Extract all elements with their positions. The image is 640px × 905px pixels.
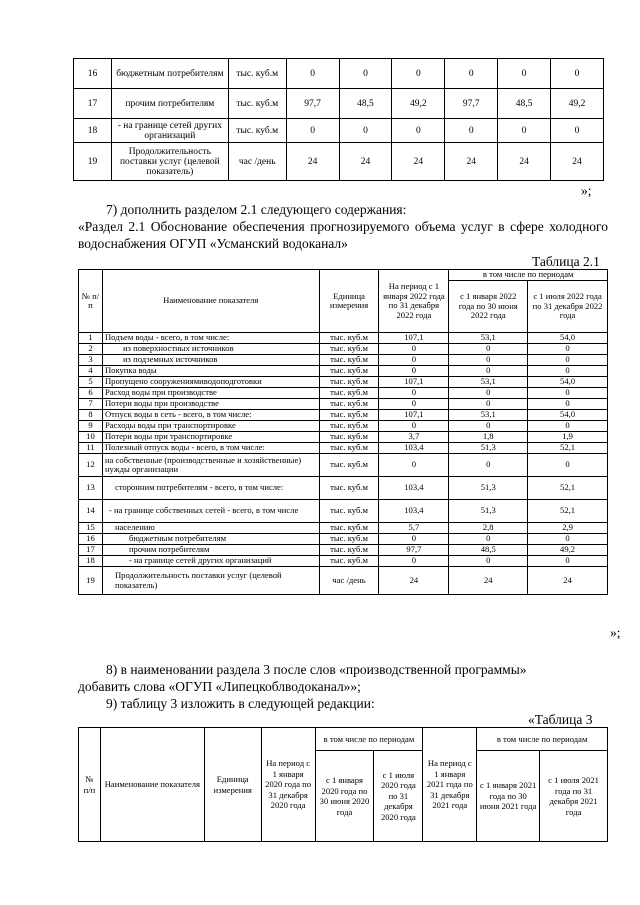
row-value-p2: 54,0 bbox=[528, 410, 608, 421]
row-number: 13 bbox=[79, 477, 103, 500]
row-value: 0 bbox=[339, 59, 392, 89]
table-2-1-caption: Таблица 2.1 bbox=[532, 254, 600, 269]
row-name: сторонним потребителям - всего, в том числе: bbox=[102, 477, 319, 500]
row-value-p2: 52,1 bbox=[528, 477, 608, 500]
table-row bbox=[79, 567, 608, 595]
row-name: прочим потребителям bbox=[111, 89, 228, 119]
row-value-period: 0 bbox=[379, 399, 449, 410]
row-name: Полезный отпуск воды - всего, в том числе: bbox=[102, 443, 319, 454]
item-8-line1: 8) в наименовании раздела 3 после слов «производственной программы» bbox=[106, 662, 527, 677]
item-8-line2: добавить слова «ОГУП «Липецкоблводоканал»»; bbox=[78, 679, 361, 694]
row-unit: тыс. куб.м bbox=[319, 534, 379, 545]
row-unit: час /день bbox=[228, 143, 286, 181]
row-value: 0 bbox=[392, 59, 445, 89]
row-number: 3 bbox=[79, 355, 103, 366]
row-value: 0 bbox=[445, 59, 498, 89]
table-row bbox=[79, 477, 608, 500]
row-unit: тыс. куб.м bbox=[319, 443, 379, 454]
row-unit: тыс. куб.м bbox=[319, 333, 379, 344]
table-top-closing: »; bbox=[581, 183, 592, 198]
row-value-p1: 51,3 bbox=[449, 443, 528, 454]
table-row bbox=[79, 421, 608, 432]
t21-header-num: № п/п bbox=[79, 270, 103, 333]
row-value-p2: 49,2 bbox=[528, 545, 608, 556]
row-value-period: 0 bbox=[379, 556, 449, 567]
table-row bbox=[79, 399, 608, 410]
row-value-period: 107,1 bbox=[379, 377, 449, 388]
row-value-p1: 0 bbox=[449, 344, 528, 355]
row-value: 0 bbox=[445, 119, 498, 143]
row-value-p2: 0 bbox=[528, 366, 608, 377]
row-value: 48,5 bbox=[339, 89, 392, 119]
row-name: Расход воды при производстве bbox=[102, 388, 319, 399]
row-value-period: 0 bbox=[379, 355, 449, 366]
t3-header-num: № п/п bbox=[79, 728, 101, 842]
row-name: Продолжительность поставки услуг (целевой показатель) bbox=[102, 567, 319, 595]
table-2-1 bbox=[78, 269, 608, 595]
section-2-1-title: «Раздел 2.1 Обоснование обеспечения прогнозируемого объема услуг в сфере холодного водоснабжения ОГУП «Усманский водоканал» bbox=[78, 219, 608, 251]
row-number: 8 bbox=[79, 410, 103, 421]
row-value-p1: 1,8 bbox=[449, 432, 528, 443]
row-name: из поверхностных источников bbox=[102, 344, 319, 355]
row-name: Потери воды при транспортировке bbox=[102, 432, 319, 443]
row-value-p1: 51,3 bbox=[449, 477, 528, 500]
row-value: 97,7 bbox=[286, 89, 339, 119]
row-name: - на границе сетей других организаций bbox=[111, 119, 228, 143]
row-value-period: 0 bbox=[379, 534, 449, 545]
row-number: 4 bbox=[79, 366, 103, 377]
row-value-p2: 54,0 bbox=[528, 333, 608, 344]
row-number: 16 bbox=[74, 59, 112, 89]
row-value: 97,7 bbox=[445, 89, 498, 119]
row-name: Продолжительность поставки услуг (целевой показатель) bbox=[111, 143, 228, 181]
row-value-period: 0 bbox=[379, 421, 449, 432]
table-row bbox=[79, 556, 608, 567]
row-unit: тыс. куб.м bbox=[319, 500, 379, 523]
row-value-p2: 0 bbox=[528, 355, 608, 366]
table-row bbox=[79, 410, 608, 421]
row-number: 19 bbox=[74, 143, 112, 181]
t3-header-2020-p2: с 1 июля 2020 года по 31 декабря 2020 года bbox=[374, 751, 423, 842]
row-value: 49,2 bbox=[392, 89, 445, 119]
row-value-period: 103,4 bbox=[379, 477, 449, 500]
row-name: Расходы воды при транспортировке bbox=[102, 421, 319, 432]
row-number: 19 bbox=[79, 567, 103, 595]
t3-header-period-2021: На период с 1 января 2021 года по 31 декабря 2021 года bbox=[423, 728, 477, 842]
row-value-p1: 51,3 bbox=[449, 500, 528, 523]
table-3-caption: «Таблица 3 bbox=[528, 712, 593, 727]
row-value-p1: 0 bbox=[449, 366, 528, 377]
row-unit: тыс. куб.м bbox=[319, 477, 379, 500]
row-value-p2: 0 bbox=[528, 388, 608, 399]
row-value-p1: 0 bbox=[449, 355, 528, 366]
table-row bbox=[74, 89, 604, 119]
row-value: 24 bbox=[286, 143, 339, 181]
table-row bbox=[79, 333, 608, 344]
row-value-period: 97,7 bbox=[379, 545, 449, 556]
row-name: Отпуск воды в сеть - всего, в том числе: bbox=[102, 410, 319, 421]
t3-header-2020-p1: с 1 января 2020 года по 30 июня 2020 года bbox=[315, 751, 374, 842]
row-value-period: 0 bbox=[379, 366, 449, 377]
row-value-period: 24 bbox=[379, 567, 449, 595]
row-unit: час /день bbox=[319, 567, 379, 595]
row-value-p1: 0 bbox=[449, 454, 528, 477]
row-number: 5 bbox=[79, 377, 103, 388]
t21-header-period: На период с 1 января 2022 года по 31 декабря 2022 года bbox=[379, 270, 449, 333]
row-unit: тыс. куб.м bbox=[228, 89, 286, 119]
row-name: населению bbox=[102, 523, 319, 534]
row-unit: тыс. куб.м bbox=[228, 119, 286, 143]
row-value-p1: 48,5 bbox=[449, 545, 528, 556]
row-name: - на границе собственных сетей - всего, в том числе bbox=[102, 500, 319, 523]
row-value-p1: 53,1 bbox=[449, 410, 528, 421]
row-value-p2: 0 bbox=[528, 454, 608, 477]
row-value-period: 107,1 bbox=[379, 410, 449, 421]
row-value-p2: 54,0 bbox=[528, 377, 608, 388]
row-value-p1: 0 bbox=[449, 399, 528, 410]
item-9: 9) таблицу 3 изложить в следующей редакции: bbox=[106, 696, 375, 711]
row-value: 24 bbox=[445, 143, 498, 181]
row-name: Пропущено сооружениямиводоподготовки bbox=[102, 377, 319, 388]
row-value-p2: 52,1 bbox=[528, 443, 608, 454]
row-number: 16 bbox=[79, 534, 103, 545]
row-value: 0 bbox=[498, 59, 551, 89]
table-3 bbox=[78, 727, 608, 842]
row-value-period: 0 bbox=[379, 454, 449, 477]
row-unit: тыс. куб.м bbox=[319, 421, 379, 432]
t21-header-unit: Единица измерения bbox=[319, 270, 379, 333]
row-name: Покупка воды bbox=[102, 366, 319, 377]
table-row bbox=[79, 344, 608, 355]
t3-header-including-2020: в том числе по периодам bbox=[315, 728, 423, 751]
row-number: 18 bbox=[79, 556, 103, 567]
table-2-1-closing: »; bbox=[610, 625, 621, 640]
row-number: 2 bbox=[79, 344, 103, 355]
table-row bbox=[79, 523, 608, 534]
row-value-p2: 2,9 bbox=[528, 523, 608, 534]
row-unit: тыс. куб.м bbox=[319, 366, 379, 377]
row-value-p2: 0 bbox=[528, 534, 608, 545]
row-value: 0 bbox=[392, 119, 445, 143]
row-name: Потери воды при производстве bbox=[102, 399, 319, 410]
table-row bbox=[79, 388, 608, 399]
row-unit: тыс. куб.м bbox=[228, 59, 286, 89]
row-value: 48,5 bbox=[498, 89, 551, 119]
row-number: 12 bbox=[79, 454, 103, 477]
row-value: 0 bbox=[286, 59, 339, 89]
row-value-period: 5,7 bbox=[379, 523, 449, 534]
t3-header-unit: Единица измерения bbox=[204, 728, 261, 842]
row-value: 0 bbox=[498, 119, 551, 143]
row-unit: тыс. куб.м bbox=[319, 556, 379, 567]
row-number: 11 bbox=[79, 443, 103, 454]
row-unit: тыс. куб.м bbox=[319, 344, 379, 355]
table-row bbox=[79, 355, 608, 366]
t21-header-name: Наименование показателя bbox=[102, 270, 319, 333]
table-row bbox=[74, 143, 604, 181]
row-value-p1: 53,1 bbox=[449, 333, 528, 344]
row-name: Подъем воды - всего, в том числе: bbox=[102, 333, 319, 344]
table-row bbox=[79, 500, 608, 523]
row-value-p2: 0 bbox=[528, 399, 608, 410]
row-value: 24 bbox=[392, 143, 445, 181]
row-value-period: 3,7 bbox=[379, 432, 449, 443]
row-unit: тыс. куб.м bbox=[319, 454, 379, 477]
row-value-p1: 2,8 bbox=[449, 523, 528, 534]
row-value-period: 107,1 bbox=[379, 333, 449, 344]
row-value: 24 bbox=[339, 143, 392, 181]
row-number: 17 bbox=[79, 545, 103, 556]
row-value: 0 bbox=[339, 119, 392, 143]
row-number: 17 bbox=[74, 89, 112, 119]
row-value-p2: 0 bbox=[528, 556, 608, 567]
row-unit: тыс. куб.м bbox=[319, 545, 379, 556]
table-row bbox=[79, 366, 608, 377]
row-number: 1 bbox=[79, 333, 103, 344]
t3-header-2021-p1: с 1 января 2021 года по 30 июня 2021 года bbox=[477, 751, 540, 842]
row-number: 14 bbox=[79, 500, 103, 523]
row-value-period: 103,4 bbox=[379, 500, 449, 523]
row-value-p2: 0 bbox=[528, 344, 608, 355]
table-row bbox=[74, 119, 604, 143]
row-unit: тыс. куб.м bbox=[319, 388, 379, 399]
table-top-continuation bbox=[73, 58, 604, 181]
t21-header-p2: с 1 июля 2022 года по 31 декабря 2022 года bbox=[528, 281, 608, 333]
row-value-p1: 24 bbox=[449, 567, 528, 595]
row-value: 24 bbox=[498, 143, 551, 181]
row-number: 18 bbox=[74, 119, 112, 143]
row-number: 15 bbox=[79, 523, 103, 534]
t3-header-including-2021: в том числе по периодам bbox=[477, 728, 608, 751]
row-unit: тыс. куб.м bbox=[319, 410, 379, 421]
row-unit: тыс. куб.м bbox=[319, 377, 379, 388]
row-unit: тыс. куб.м bbox=[319, 399, 379, 410]
table-row bbox=[79, 454, 608, 477]
row-value-p1: 0 bbox=[449, 534, 528, 545]
row-value: 0 bbox=[551, 59, 604, 89]
row-value: 0 bbox=[286, 119, 339, 143]
row-name: - на границе сетей других организаций bbox=[102, 556, 319, 567]
row-value-p1: 53,1 bbox=[449, 377, 528, 388]
row-value-p2: 52,1 bbox=[528, 500, 608, 523]
row-unit: тыс. куб.м bbox=[319, 355, 379, 366]
table-row bbox=[79, 534, 608, 545]
row-value-period: 0 bbox=[379, 344, 449, 355]
row-value: 49,2 bbox=[551, 89, 604, 119]
row-value-p1: 0 bbox=[449, 556, 528, 567]
row-value-p2: 24 bbox=[528, 567, 608, 595]
row-name: из подземных источников bbox=[102, 355, 319, 366]
row-value: 24 bbox=[551, 143, 604, 181]
t3-header-name: Наименование показателя bbox=[100, 728, 204, 842]
row-name: бюджетным потребителям bbox=[102, 534, 319, 545]
table-row bbox=[79, 443, 608, 454]
item-7: 7) дополнить разделом 2.1 следующего содержания: bbox=[106, 202, 407, 217]
row-value-p1: 0 bbox=[449, 421, 528, 432]
row-value-p1: 0 bbox=[449, 388, 528, 399]
row-value-p2: 0 bbox=[528, 421, 608, 432]
row-name: на собственные (производственные и хозяйственные) нужды организации bbox=[102, 454, 319, 477]
table-row bbox=[79, 432, 608, 443]
row-value: 0 bbox=[551, 119, 604, 143]
row-unit: тыс. куб.м bbox=[319, 432, 379, 443]
t3-header-period-2020: На период с 1 января 2020 года по 31 декабря 2020 года bbox=[261, 728, 315, 842]
row-value-period: 0 bbox=[379, 388, 449, 399]
row-number: 9 bbox=[79, 421, 103, 432]
t21-header-including: в том числе по периодам bbox=[449, 270, 608, 281]
row-number: 7 bbox=[79, 399, 103, 410]
row-name: бюджетным потребителям bbox=[111, 59, 228, 89]
table-row bbox=[74, 59, 604, 89]
row-number: 6 bbox=[79, 388, 103, 399]
table-row bbox=[79, 377, 608, 388]
row-name: прочим потребителям bbox=[102, 545, 319, 556]
table-row bbox=[79, 545, 608, 556]
row-value-p2: 1,9 bbox=[528, 432, 608, 443]
row-value-period: 103,4 bbox=[379, 443, 449, 454]
t3-header-2021-p2: с 1 июля 2021 года по 31 декабря 2021 года bbox=[540, 751, 608, 842]
row-number: 10 bbox=[79, 432, 103, 443]
t21-header-p1: с 1 января 2022 года по 30 июня 2022 года bbox=[449, 281, 528, 333]
row-unit: тыс. куб.м bbox=[319, 523, 379, 534]
